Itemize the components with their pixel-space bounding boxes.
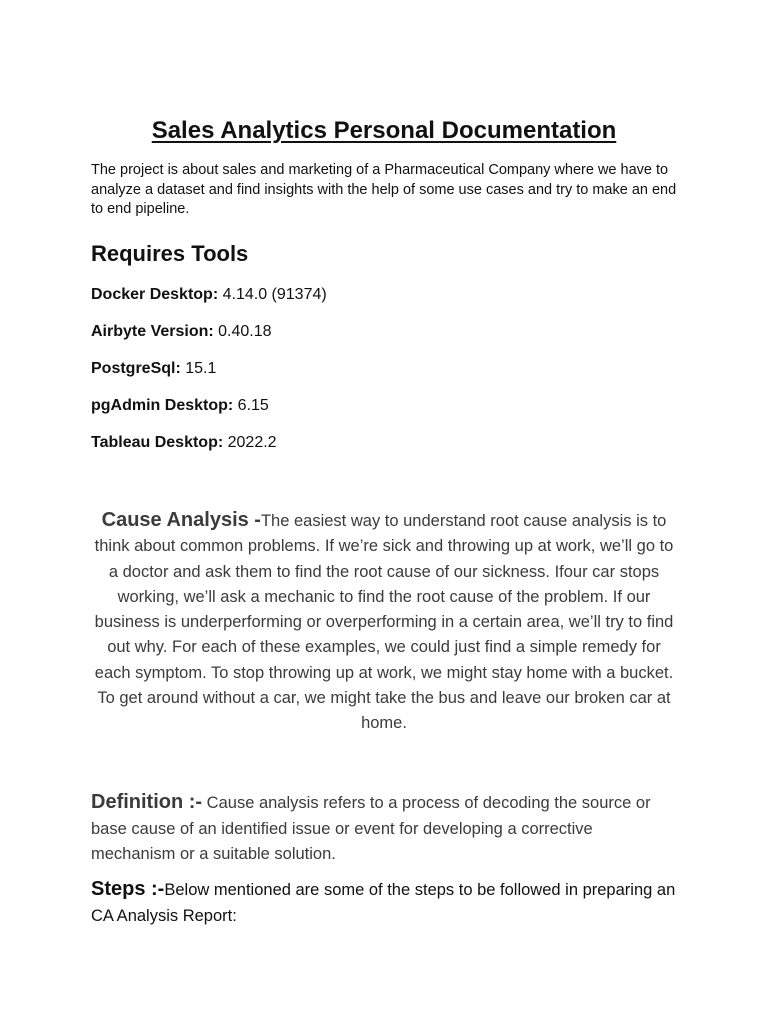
cause-analysis-heading: Cause Analysis - xyxy=(101,509,261,531)
tool-label: PostgreSql: xyxy=(91,360,181,377)
steps-heading: Steps :- xyxy=(91,878,165,900)
tool-label: Airbyte Version: xyxy=(91,323,214,340)
tools-heading: Requires Tools xyxy=(91,241,249,266)
tool-label: Tableau Desktop: xyxy=(91,434,224,451)
tool-pgadmin xyxy=(91,397,269,415)
definition-text: Cause analysis refers to a process of decoding the source or base cause of an identified issue or event for developing a corrective mechanism or a suitable solution. xyxy=(91,794,651,863)
tool-airbyte xyxy=(91,323,272,341)
tool-value: 4.14.0 (91374) xyxy=(222,286,327,303)
tool-label: Docker Desktop: xyxy=(91,286,219,303)
tool-label: pgAdmin Desktop: xyxy=(91,397,234,414)
tool-value: 15.1 xyxy=(185,360,217,377)
steps-paragraph xyxy=(91,877,681,929)
cause-analysis-text: The easiest way to understand root cause analysis is to think about common problems. If we’re sick and throwing up at work, we’ll go to a doctor and ask them to find the root cause of our sickness. Ifour car stops working, we’ll ask a mechanic to find the root cause of the problem. If our business is underperforming or overperforming in a certain area, we’ll try to find out why. For each of these examples, we could just find a simple remedy for each symptom. To stop throwing up at work, we might stay home with a bucket. To get around without a car, we might take the bus and leave our broken car at home. xyxy=(94,512,674,733)
tool-value: 6.15 xyxy=(237,397,269,414)
definition-paragraph xyxy=(91,790,681,868)
tool-postgresql xyxy=(91,360,216,378)
steps-text: Below mentioned are some of the steps to be followed in preparing an CA Analysis Report: xyxy=(91,881,676,925)
tool-docker xyxy=(91,286,327,304)
tool-tableau xyxy=(91,434,277,452)
tool-value: 0.40.18 xyxy=(218,323,272,340)
definition-heading: Definition :- xyxy=(91,791,203,813)
cause-analysis-paragraph xyxy=(88,508,680,737)
intro-paragraph: The project is about sales and marketing of a Pharmaceutical Company where we have to analyze a dataset and find insights with the help of some use cases and try to make an end to end pipeline. xyxy=(91,162,677,217)
tool-value: 2022.2 xyxy=(227,434,277,451)
page-title: Sales Analytics Personal Documentation xyxy=(151,117,617,144)
